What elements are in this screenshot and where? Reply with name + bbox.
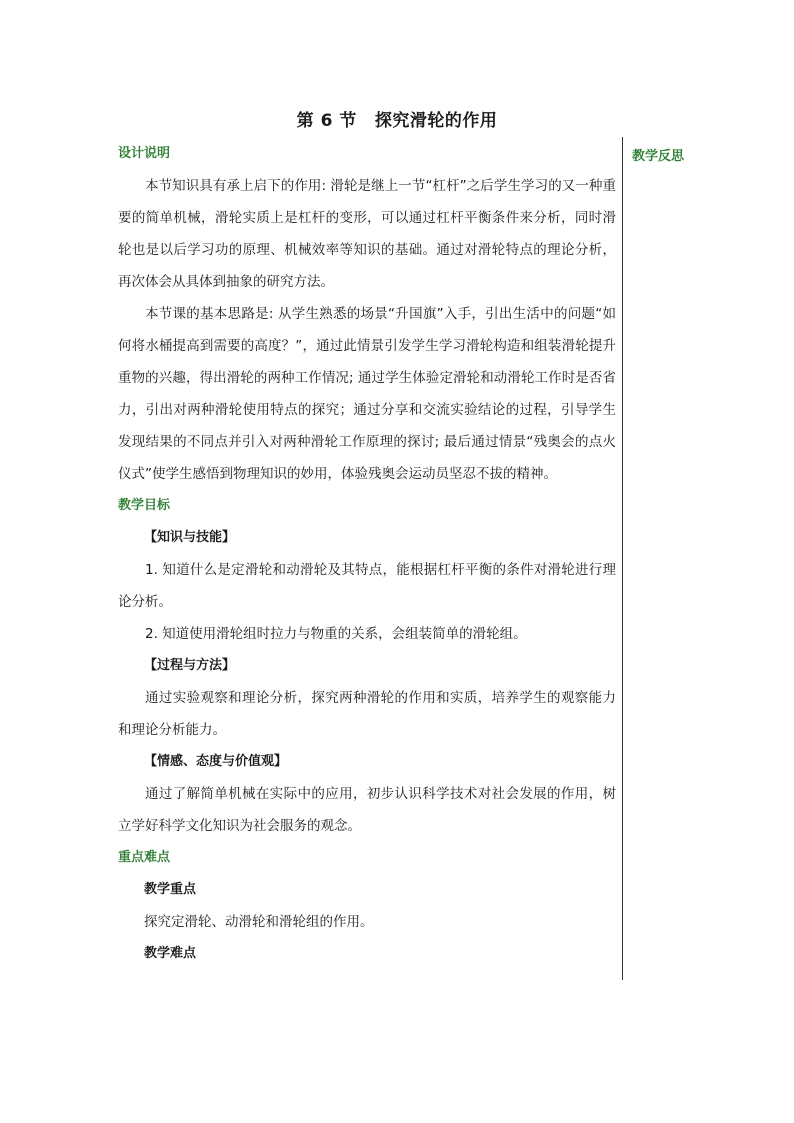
knowledge-item-1: 1. 知道什么是定滑轮和动滑轮及其特点，能根据杠杆平衡的条件对滑轮进行理论分析。 xyxy=(118,562,616,610)
focus-title: 教学重点 xyxy=(144,882,197,897)
design-heading: 设计说明 xyxy=(118,146,171,161)
design-paragraph-2: 本节课的基本思路是: 从学生熟悉的场景“升国旗”入手，引出生活中的问题“如何将水桶提高到需要的高度？”，通过此情景引发学生学习滑轮构造和组装滑轮提升重物的兴趣，得出滑轮的两种工作情况; 通过学生体验定滑轮和动滑轮工作时是否省力，引出对两种滑轮使用特点的探究；通过分享和交流实验结论的过程，引导学生发现结果的不同点并引入对两种滑轮工作原理的探讨; 最后通过情景“残奥会的点火仪式”使学生感悟到物理知识的妙用，体验残奥会运动员坚忍不拔的精神。 xyxy=(118,306,616,482)
knowledge-title: 【知识与技能】 xyxy=(144,530,236,545)
column-divider xyxy=(622,137,623,980)
key-heading: 重点难点 xyxy=(118,850,171,865)
focus-text: 探究定滑轮、动滑轮和滑轮组的作用。 xyxy=(144,914,374,930)
page-title xyxy=(0,106,794,131)
reflection-heading: 教学反思 xyxy=(632,149,685,164)
difficulty-title: 教学难点 xyxy=(144,946,197,961)
emotion-text: 通过了解简单机械在实际中的应用，初步认识科学技术对社会发展的作用，树立学好科学文化知识为社会服务的观念。 xyxy=(118,786,616,834)
emotion-title: 【情感、态度与价值观】 xyxy=(144,754,288,769)
section-title: 探究滑轮的作用 xyxy=(374,111,498,131)
process-text: 通过实验观察和理论分析，探究两种滑轮的作用和实质，培养学生的观察能力和理论分析能力。 xyxy=(118,690,616,738)
process-title: 【过程与方法】 xyxy=(144,658,236,673)
knowledge-item-2: 2. 知道使用滑轮组时拉力与物重的关系，会组装简单的滑轮组。 xyxy=(145,626,527,642)
design-paragraph-1: 本节知识具有承上启下的作用: 滑轮是继上一节“杠杆”之后学生学习的又一种重要的简单机械，滑轮实质上是杠杆的变形，可以通过杠杆平衡条件来分析，同时滑轮也是以后学习功的原理、机械效率等知识的基础。通过对滑轮特点的理论分析，再次体会从具体到抽象的研究方法。 xyxy=(118,178,616,290)
goals-heading: 教学目标 xyxy=(118,498,171,513)
main-content xyxy=(118,138,616,970)
section-number: 第 6 节 xyxy=(296,111,357,131)
